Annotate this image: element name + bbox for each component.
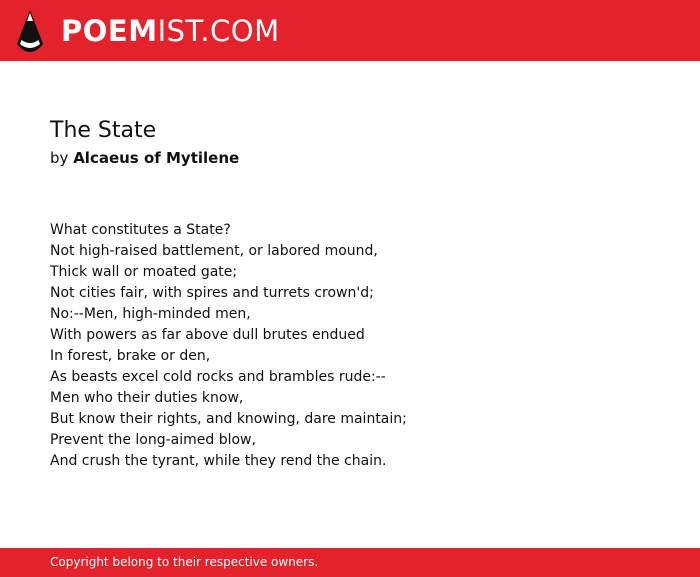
- author-link[interactable]: Alcaeus of Mytilene: [73, 149, 240, 167]
- brand-strong: POEM: [61, 14, 158, 48]
- poem-body: [50, 220, 670, 472]
- poem-line: Not cities fair, with spires and turrets crown'd;: [50, 285, 374, 301]
- poem-line: No:--Men, high-minded men,: [50, 306, 251, 322]
- poem-content: [50, 116, 670, 472]
- poem-byline: [50, 146, 670, 170]
- poem-line: As beasts excel cold rocks and brambles rude:--: [50, 369, 386, 385]
- poem-line: Not high-raised battlement, or labored mound,: [50, 243, 378, 259]
- poem-line: What constitutes a State?: [50, 222, 231, 238]
- poem-line: Prevent the long-aimed blow,: [50, 432, 256, 448]
- site-header: [0, 0, 700, 61]
- site-logo-link[interactable]: [17, 9, 280, 53]
- poem-line: Thick wall or moated gate;: [50, 264, 238, 280]
- brand-wordmark: [61, 9, 280, 53]
- site-footer: [0, 548, 700, 577]
- poem-line: Men who their duties know,: [50, 390, 244, 406]
- poem-title: The State: [50, 118, 157, 143]
- poem-line: In forest, brake or den,: [50, 348, 211, 364]
- poem-line: And crush the tyrant, while they rend the chain.: [50, 453, 387, 469]
- brand-light: IST.COM: [157, 14, 280, 48]
- poem-line: With powers as far above dull brutes endued: [50, 327, 365, 343]
- copyright-text: Copyright belong to their respective owners.: [50, 555, 319, 569]
- by-label: by: [50, 149, 69, 167]
- pencil-tip-icon: [17, 10, 43, 52]
- poem-line: But know their rights, and knowing, dare maintain;: [50, 411, 407, 427]
